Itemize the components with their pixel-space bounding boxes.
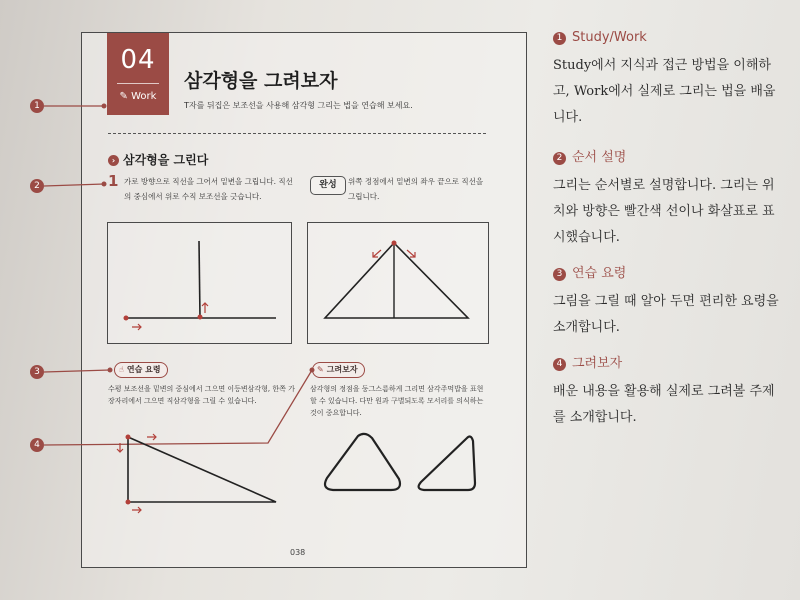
explanation-body: 그림을 그릴 때 알아 두면 편리한 요령을 소개합니다. bbox=[553, 294, 779, 335]
right-triangle-arrow-bottom bbox=[132, 507, 141, 513]
tip-badge-practice-label: 연습 요령 bbox=[126, 365, 161, 374]
explanation-heading: 순서 설명 bbox=[572, 150, 627, 165]
figure-step1-vertical bbox=[199, 241, 200, 318]
right-triangle-dot-bottom bbox=[126, 500, 131, 505]
pencil-icon: ✎ bbox=[119, 91, 132, 102]
figure-step1-dot bbox=[124, 316, 129, 321]
figure-step1 bbox=[124, 241, 277, 330]
tip-badge-draw-label: 그려보자 bbox=[326, 365, 358, 374]
marker-4: 4 bbox=[30, 438, 44, 452]
section-heading-label: 삼각형을 그린다 bbox=[123, 153, 209, 167]
hand-icon: ☝ bbox=[119, 365, 124, 374]
figure-step1-dot2 bbox=[198, 315, 203, 320]
figure-step1-arrow-right bbox=[132, 324, 141, 330]
explanation-number: 1 bbox=[553, 32, 566, 45]
explanation-heading: Study/Work bbox=[572, 30, 647, 45]
pencil-icon: ✎ bbox=[317, 365, 324, 374]
explanation-item-3 bbox=[553, 262, 783, 341]
leader-dot-2 bbox=[102, 182, 107, 187]
page-number: 038 bbox=[290, 548, 306, 557]
chevron-right-icon: › bbox=[108, 155, 119, 166]
explanation-heading: 그려보자 bbox=[572, 356, 623, 371]
figure-done-arrow-left bbox=[373, 250, 381, 257]
leader-dot-3 bbox=[108, 368, 113, 373]
page-title: 삼각형을 그려보자 bbox=[184, 70, 338, 92]
marker-2: 2 bbox=[30, 179, 44, 193]
done-text: 위쪽 정점에서 밑변의 좌우 끝으로 직선을 그립니다. bbox=[348, 177, 484, 201]
figure-done-arrow-right bbox=[407, 250, 415, 257]
page-subtitle: T자를 뒤집은 보조선을 사용해 삼각형 그리는 법을 연습해 보세요. bbox=[184, 101, 413, 110]
figure-step1-arrow-up bbox=[202, 303, 208, 313]
leader-line-4 bbox=[44, 370, 312, 445]
explanation-heading: 연습 요령 bbox=[572, 266, 627, 281]
explanation-number: 3 bbox=[553, 268, 566, 281]
marker-1: 1 bbox=[30, 99, 44, 113]
figure-right-triangle bbox=[117, 434, 276, 513]
rounded-triangle-shape-2 bbox=[419, 437, 475, 490]
figure-done-apex-dot bbox=[392, 241, 397, 246]
right-triangle-shape bbox=[128, 437, 276, 502]
right-triangle-dot-top bbox=[126, 435, 131, 440]
leader-dot-1 bbox=[102, 104, 107, 109]
explanation-body: Study에서 지식과 접근 방법을 이해하고, Work에서 실제로 그리는 법을 배웁니다. bbox=[553, 58, 776, 125]
figure-done bbox=[325, 241, 468, 319]
done-badge: 완성 bbox=[310, 176, 346, 195]
explanation-number: 2 bbox=[553, 152, 566, 165]
leader-dot-4 bbox=[310, 368, 315, 373]
explanation-item-2 bbox=[553, 146, 783, 251]
explanation-item-1 bbox=[553, 30, 783, 131]
right-triangle-arrow-top bbox=[147, 434, 156, 440]
figure-done-triangle bbox=[325, 243, 468, 318]
tip-text-practice: 수평 보조선을 밑변의 중심에서 그으면 이등변삼각형, 한쪽 가장자리에서 그으면 직삼각형을 그릴 수 있습니다. bbox=[108, 385, 295, 405]
explanation-body: 배운 내용을 활용해 실제로 그려볼 주제를 소개합니다. bbox=[553, 384, 775, 425]
rounded-triangle-shape bbox=[325, 434, 400, 490]
explanation-number: 4 bbox=[553, 358, 566, 371]
marker-3: 3 bbox=[30, 365, 44, 379]
tip-text-draw: 삼각형의 정점을 둥그스름하게 그리면 삼각주먹밥을 표현할 수 있습니다. 다만 원과 구별되도록 모서리를 의식하는 것이 중요합니다. bbox=[310, 385, 484, 417]
leader-line-2 bbox=[44, 184, 104, 186]
chapter-number: 04 bbox=[120, 45, 156, 75]
explanation-body: 그리는 순서별로 설명합니다. 그리는 위치와 방향은 빨간색 선이나 화살표로 표시했습니다. bbox=[553, 178, 775, 245]
chapter-tag-label: Work bbox=[131, 91, 157, 102]
leader-line-3 bbox=[44, 370, 110, 372]
step-text: 가로 방향으로 직선을 그어서 밑변을 그립니다. 직선의 중심에서 위로 수직 보조선을 긋습니다. bbox=[124, 177, 293, 201]
step-number: 1 bbox=[108, 172, 119, 190]
explanation-item-4 bbox=[553, 352, 783, 431]
